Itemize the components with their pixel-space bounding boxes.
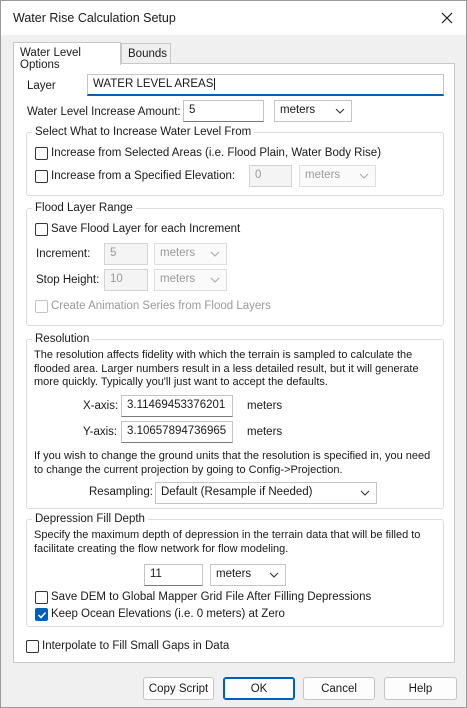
stop-height-label: Stop Height: [36, 274, 100, 286]
keep-ocean-checkbox[interactable] [35, 608, 48, 621]
layer-input[interactable]: WATER LEVEL AREAS [87, 74, 444, 96]
tab-water-level-options[interactable] [13, 42, 121, 71]
y-axis-unit: meters [247, 426, 283, 438]
window-title: Water Rise Calculation Setup [13, 11, 176, 25]
flood-range-title: Flood Layer Range [32, 202, 136, 214]
ok-button[interactable]: OK [223, 677, 295, 700]
depression-title: Depression Fill Depth [32, 513, 148, 525]
interpolate-checkbox[interactable] [26, 640, 39, 653]
keep-ocean-label: Keep Ocean Elevations (i.e. 0 meters) at Zero [51, 608, 285, 620]
stop-height-unit-select[interactable]: meters [154, 269, 227, 291]
resampling-select[interactable]: Default (Resample if Needed) [155, 482, 377, 504]
animation-series-checkbox[interactable] [35, 300, 48, 313]
chevron-down-icon [210, 275, 220, 285]
stop-height-input[interactable]: 10 [104, 269, 148, 291]
increase-amount-input[interactable]: 5 [183, 100, 264, 122]
animation-series-label: Create Animation Series from Flood Layers [51, 300, 271, 312]
chevron-down-icon [269, 570, 279, 580]
cancel-button[interactable]: Cancel [303, 677, 375, 700]
increase-from-group [26, 132, 444, 196]
save-flood-layer-label: Save Flood Layer for each Increment [51, 223, 241, 235]
tab-label: Bounds [128, 48, 168, 60]
increase-from-elevation-checkbox[interactable] [35, 170, 48, 183]
depression-depth-input[interactable]: 11 [144, 564, 203, 586]
interpolate-label: Interpolate to Fill Small Gaps in Data [42, 640, 230, 652]
increase-from-areas-label: Increase from Selected Areas (i.e. Flood Plain, Water Body Rise) [51, 147, 382, 159]
increase-from-title: Select What to Increase Water Level From [32, 126, 254, 138]
save-dem-label: Save DEM to Global Mapper Grid File After Filling Depressions [51, 591, 372, 603]
increment-label: Increment: [36, 248, 91, 260]
chevron-down-icon [335, 106, 345, 116]
chevron-down-icon [210, 249, 220, 259]
resolution-description: The resolution affects fidelity with which the terrain is sampled to calculate the flooded area. Larger numbers result in a less detailed result, but it will generate more quickly. Typically you'll just want to accept the defaults. [34, 349, 419, 388]
chevron-down-icon [359, 171, 369, 181]
title-bar [1, 1, 466, 35]
resolution-title: Resolution [32, 333, 92, 345]
y-axis-label: Y-axis: [83, 426, 118, 438]
increase-from-areas-checkbox[interactable] [35, 147, 48, 160]
elevation-input[interactable]: 0 [249, 165, 292, 187]
checkmark-icon [37, 610, 47, 620]
elevation-unit-select[interactable]: meters [299, 165, 376, 187]
tab-label: Water Level Options [20, 47, 81, 71]
save-dem-checkbox[interactable] [35, 591, 48, 604]
close-icon [441, 12, 453, 24]
resampling-label: Resampling: [89, 486, 153, 498]
increase-amount-label: Water Level Increase Amount: [27, 106, 181, 118]
depression-unit-select[interactable]: meters [210, 564, 286, 586]
close-button[interactable] [434, 5, 460, 31]
increment-input[interactable]: 5 [104, 243, 148, 265]
resolution-note: If you wish to change the ground units that the resolution is specified in, you need to change the current projection by going to Config->Projection. [34, 450, 431, 476]
y-axis-input[interactable]: 3.10657894736965 [121, 421, 233, 443]
increase-from-elevation-label: Increase from a Specified Elevation: [51, 170, 236, 182]
tab-bounds[interactable] [121, 43, 171, 65]
x-axis-input[interactable]: 3.11469453376201 [121, 395, 233, 417]
x-axis-label: X-axis: [83, 400, 119, 412]
layer-label: Layer [27, 80, 56, 92]
copy-script-button[interactable]: Copy Script [143, 677, 214, 700]
chevron-down-icon [360, 488, 370, 498]
help-button[interactable]: Help [384, 677, 457, 700]
depression-description: Specify the maximum depth of depression in the terrain data that will be filled to facilitate creating the flow network for flow modeling. [34, 529, 421, 555]
save-flood-layer-checkbox[interactable] [35, 223, 48, 236]
increment-unit-select[interactable]: meters [154, 243, 227, 265]
increase-amount-unit-select[interactable]: meters [274, 100, 352, 122]
x-axis-unit: meters [247, 400, 283, 412]
